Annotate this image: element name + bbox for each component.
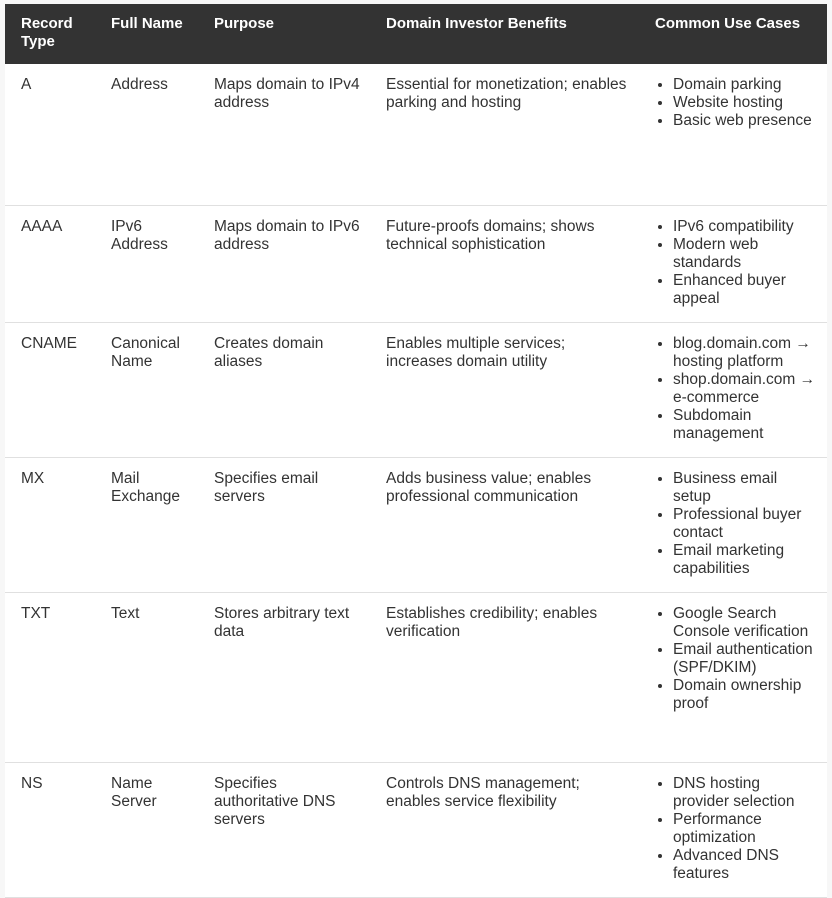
- table-row: [5, 593, 827, 763]
- use-case-item: • IPv6 compatibility: [673, 218, 817, 236]
- use-case-item: • Basic web presence: [673, 112, 817, 130]
- header-purpose: Purpose: [198, 4, 370, 64]
- header-row: [5, 4, 827, 64]
- use-case-item: • Website hosting: [673, 94, 817, 112]
- table-row: [5, 763, 827, 898]
- use-case-item: • Google Search Console verification: [673, 605, 817, 641]
- cell-full-name: Mail Exchange: [95, 458, 198, 593]
- cell-use-cases: [639, 323, 827, 458]
- header-record-type: Record Type: [5, 4, 95, 64]
- use-case-item: • Modern web standards: [673, 236, 817, 272]
- use-cases-list: [655, 218, 817, 308]
- cell-use-cases: [639, 458, 827, 593]
- use-case-item: • shop.domain.com → e-commerce: [673, 371, 817, 407]
- cell-benefits: Essential for monetization; enables parking and hosting: [370, 64, 639, 206]
- cell-purpose: Maps domain to IPv4 address: [198, 64, 370, 206]
- cell-purpose: Stores arbitrary text data: [198, 593, 370, 763]
- cell-benefits: Adds business value; enables professional communication: [370, 458, 639, 593]
- cell-benefits: Establishes credibility; enables verification: [370, 593, 639, 763]
- use-cases-list: [655, 335, 817, 443]
- table-body: [5, 64, 827, 898]
- cell-benefits: Future-proofs domains; shows technical sophistication: [370, 206, 639, 323]
- table-row: [5, 64, 827, 206]
- use-case-item: • Advanced DNS features: [673, 847, 817, 883]
- cell-use-cases: [639, 64, 827, 206]
- cell-record-type: MX: [5, 458, 95, 593]
- cell-record-type: AAAA: [5, 206, 95, 323]
- use-cases-list: [655, 76, 817, 130]
- header-common-use-cases: Common Use Cases: [639, 4, 827, 64]
- cell-record-type: TXT: [5, 593, 95, 763]
- cell-use-cases: [639, 593, 827, 763]
- cell-full-name: Canonical Name: [95, 323, 198, 458]
- cell-record-type: NS: [5, 763, 95, 898]
- dns-records-table: [5, 4, 827, 898]
- table-row: [5, 206, 827, 323]
- header-domain-investor-benefits: Domain Investor Benefits: [370, 4, 639, 64]
- use-case-item: • Domain ownership proof: [673, 677, 817, 713]
- cell-purpose: Specifies authoritative DNS servers: [198, 763, 370, 898]
- cell-purpose: Maps domain to IPv6 address: [198, 206, 370, 323]
- table-header: [5, 4, 827, 64]
- cell-full-name: Address: [95, 64, 198, 206]
- use-case-item: • Professional buyer contact: [673, 506, 817, 542]
- use-case-item: • Enhanced buyer appeal: [673, 272, 817, 308]
- use-case-item: • Business email setup: [673, 470, 817, 506]
- dns-records-table-container: [5, 4, 827, 898]
- cell-use-cases: [639, 206, 827, 323]
- use-cases-list: [655, 775, 817, 883]
- table-row: [5, 323, 827, 458]
- cell-use-cases: [639, 763, 827, 898]
- cell-record-type: CNAME: [5, 323, 95, 458]
- use-cases-list: [655, 470, 817, 578]
- use-cases-list: [655, 605, 817, 713]
- use-case-item: • Email marketing capabilities: [673, 542, 817, 578]
- use-case-item: • DNS hosting provider selection: [673, 775, 817, 811]
- use-case-item: • Email authentication (SPF/DKIM): [673, 641, 817, 677]
- cell-benefits: Enables multiple services; increases domain utility: [370, 323, 639, 458]
- header-full-name: Full Name: [95, 4, 198, 64]
- use-case-item: • blog.domain.com → hosting platform: [673, 335, 817, 371]
- cell-purpose: Specifies email servers: [198, 458, 370, 593]
- cell-full-name: IPv6 Address: [95, 206, 198, 323]
- table-row: [5, 458, 827, 593]
- cell-full-name: Text: [95, 593, 198, 763]
- cell-full-name: Name Server: [95, 763, 198, 898]
- use-case-item: • Performance optimization: [673, 811, 817, 847]
- use-case-item: • Subdomain management: [673, 407, 817, 443]
- cell-benefits: Controls DNS management; enables service flexibility: [370, 763, 639, 898]
- cell-purpose: Creates domain aliases: [198, 323, 370, 458]
- cell-record-type: A: [5, 64, 95, 206]
- use-case-item: • Domain parking: [673, 76, 817, 94]
